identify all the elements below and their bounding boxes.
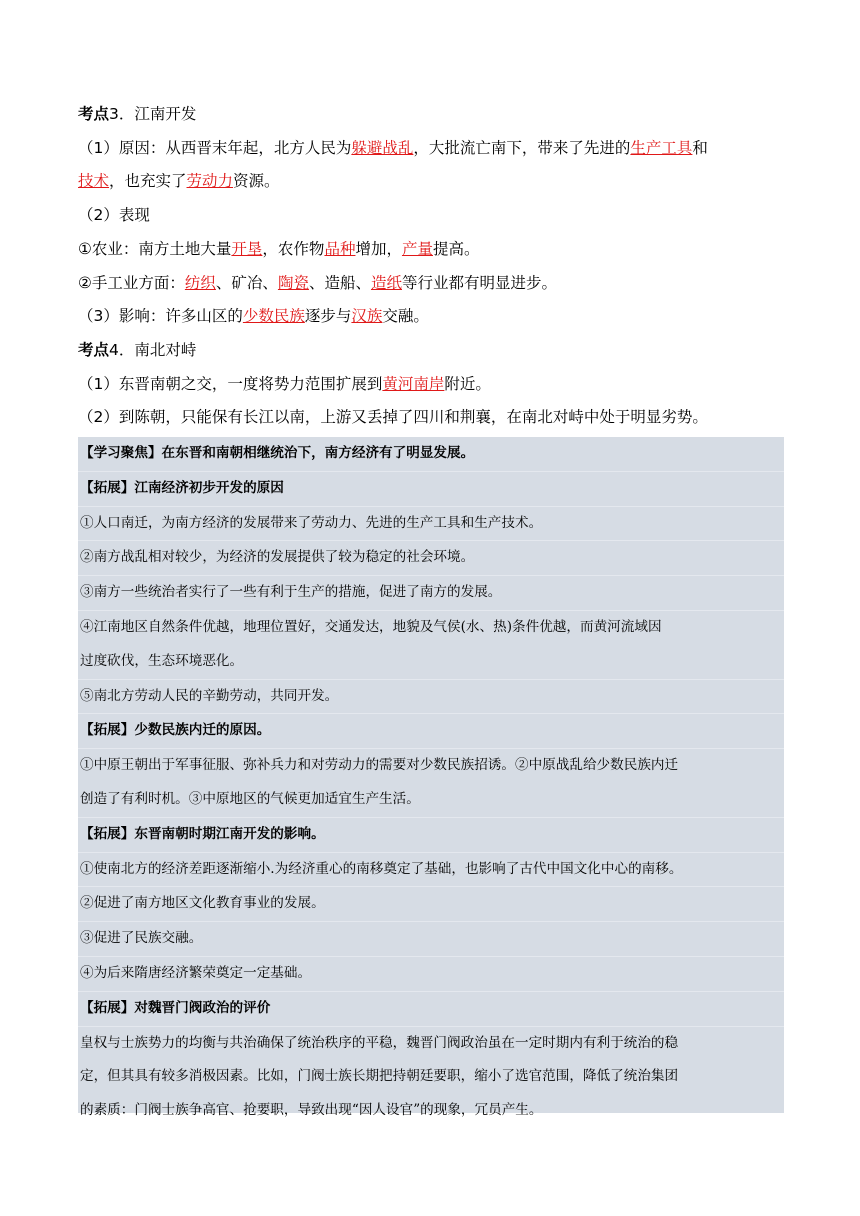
keyword: 汉族 <box>351 307 383 326</box>
list-item: ③促进了民族交融。 <box>78 922 784 957</box>
section4-line2: （2）到陈朝，只能保有长江以南，上游又丢掉了四川和荆襄，在南北对峙中处于明显劣势。 <box>78 408 708 427</box>
list-item: ②南方战乱相对较少，为经济的发展提供了较为稳定的社会环境。 <box>78 541 784 576</box>
section3-impact: （3）影响：许多山区的少数民族逐步与汉族交融。 <box>78 307 429 326</box>
paragraph-line: 的素质：门阀士族争高官、抢要职，导致出现“因人设官”的现象，冗员产生。 <box>80 1102 543 1119</box>
extension-box <box>78 437 784 1119</box>
section3-handicraft: ②手工业方面：纺织、矿冶、陶瓷、造船、造纸等行业都有明显进步。 <box>78 273 557 292</box>
study-focus: 【学习聚焦】在东晋和南朝相继统治下，南方经济有了明显发展。 <box>78 437 784 472</box>
list-item: 过度砍伐，生态环境恶化。 <box>78 645 784 680</box>
keyword: 产量 <box>401 239 433 258</box>
keyword: 品种 <box>324 239 356 258</box>
paragraph-line: ①中原王朝出于军事征服、弥补兵力和对劳动力的需要对少数民族招诱。②中原战乱给少数民族内迁 <box>80 757 679 774</box>
section3-agriculture: ①农业：南方土地大量开垦，农作物品种增加，产量提高。 <box>78 239 480 258</box>
keyword: 劳动力 <box>186 172 234 191</box>
keyword: 造纸 <box>370 273 402 292</box>
section4-line1: （1）东晋南朝之交，一度将势力范围扩展到黄河南岸附近。 <box>78 374 491 393</box>
keyword: 陶瓷 <box>277 273 309 292</box>
extension-title-2: 【拓展】少数民族内迁的原因。 <box>78 714 784 749</box>
section3-reason-line1: （1）原因：从西晋末年起，北方人民为躲避战乱，大批流亡南下，带来了先进的生产工具和 <box>78 138 708 157</box>
list-item: ②促进了南方地区文化教育事业的发展。 <box>78 887 784 922</box>
section3-reason-line2: 技术，也充实了劳动力资源。 <box>78 172 280 191</box>
paragraph-line: 皇权与士族势力的均衡与共治确保了统治秩序的平稳，魏晋门阀政治虽在一定时期内有利于统治的稳 <box>80 1034 679 1051</box>
list-item: ③南方一些统治者实行了一些有利于生产的措施，促进了南方的发展。 <box>78 576 784 611</box>
list-item: ④江南地区自然条件优越，地理位置好，交通发达，地貌及气侯(水、热)条件优越，而黄河流域因 <box>80 618 662 635</box>
list-item: ①人口南迁，为南方经济的发展带来了劳动力、先进的生产工具和生产技术。 <box>78 507 784 542</box>
list-item: ④为后来隋唐经济繁荣奠定一定基础。 <box>78 957 784 992</box>
keyword: 纺织 <box>184 273 216 292</box>
extension-title-1: 【拓展】江南经济初步开发的原因 <box>78 472 784 507</box>
keyword: 开垦 <box>231 239 263 258</box>
keyword: 黄河南岸 <box>382 374 445 393</box>
paragraph-line: 创造了有利时机。③中原地区的气候更加适宜生产生活。 <box>78 783 784 818</box>
main-content <box>78 98 784 435</box>
section3-performance-title: （2）表现 <box>78 206 150 225</box>
paragraph-line: 定，但其具有较多消极因素。比如，门阀士族长期把持朝廷要职，缩小了选官范围，降低了统治集团 <box>80 1068 679 1085</box>
keyword: 生产工具 <box>630 138 693 157</box>
section3-title: 考点3．江南开发 <box>78 105 197 123</box>
list-item: ⑤南北方劳动人民的辛勤劳动，共同开发。 <box>78 680 784 715</box>
section4-title: 考点4．南北对峙 <box>78 340 197 359</box>
keyword: 少数民族 <box>242 307 305 326</box>
keyword: 技术 <box>78 172 110 191</box>
list-item: ①使南北方的经济差距逐渐缩小.为经济重心的南移奠定了基础，也影响了古代中国文化中心的南移。 <box>78 853 784 888</box>
extension-title-4: 【拓展】对魏晋门阀政治的评价 <box>78 992 784 1027</box>
keyword: 躲避战乱 <box>351 138 414 157</box>
extension-title-3: 【拓展】东晋南朝时期江南开发的影响。 <box>78 818 784 853</box>
